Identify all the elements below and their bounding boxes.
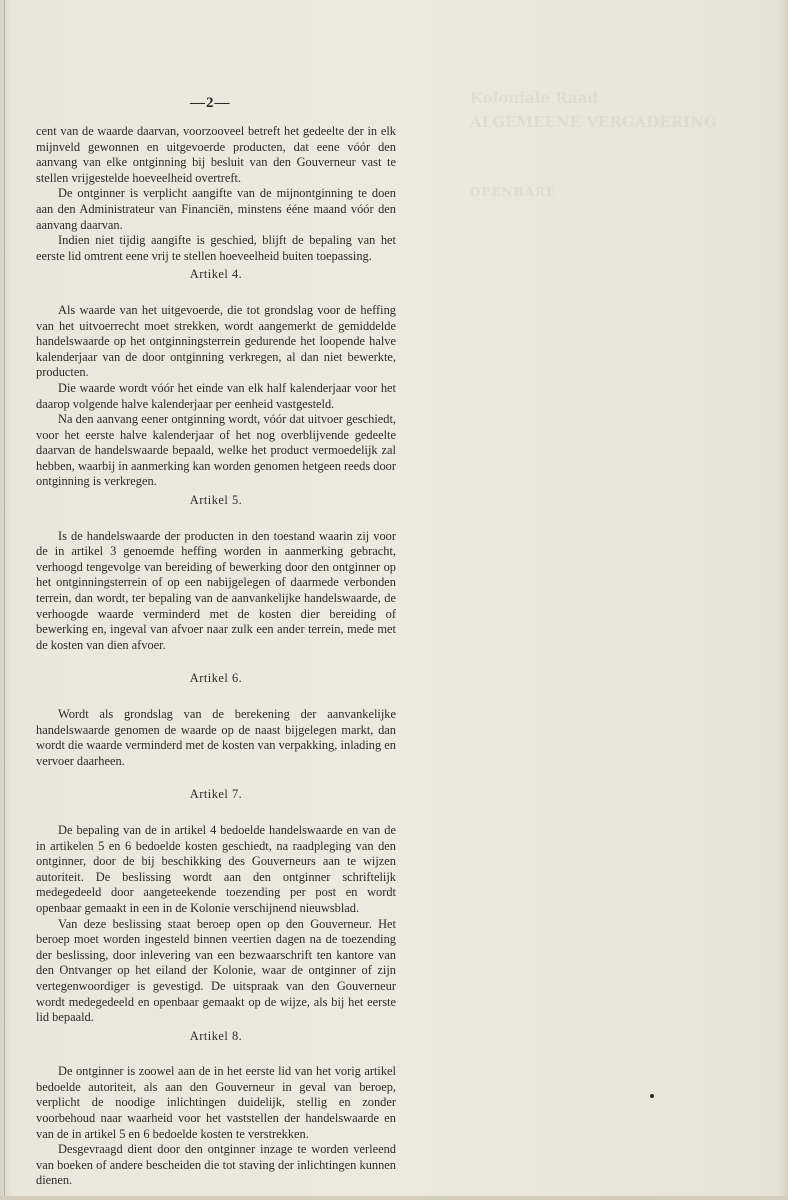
- paragraph: cent van de waarde daarvan, voorzooveel betreft het gedeelte der in elk mijnveld gewonnen en uitgevoerde producten, dat eene vóór den aanvang van elke ontginning bij besluit van den Gouverneur vast te stellen vrijgestelde hoeveelheid overtreft.: [36, 124, 396, 185]
- page-right-shadow: [778, 0, 788, 1200]
- article-heading-5: Artikel 5.: [189, 493, 243, 508]
- article-heading-7: Artikel 7.: [189, 787, 243, 802]
- paragraph: Desgevraagd dient door den ontginner inzage te worden verleend van boeken of andere bescheiden die tot staving der inlichtingen kunnen dienen.: [36, 1142, 396, 1188]
- paragraph: Als waarde van het uitgevoerde, die tot grondslag voor de heffing van het uitvoerrecht moet strekken, wordt aangemerkt de gemiddelde handelswaarde op het ontginningsterrein gedurende het loopende halve kalenderjaar van de door ontginning verkregen, al dan niet bewerkte, producten.: [36, 302, 396, 380]
- bleed-through-line-1: Koloniale Raad: [470, 89, 598, 107]
- page-left-fold-line: [4, 0, 5, 1200]
- spacer: [36, 769, 396, 784]
- paragraph: De ontginner is verplicht aangifte van de mijnontginning te doen aan den Administrateur van Financiën, minstens ééne maand vóór den aanvang daarvan.: [36, 186, 396, 232]
- paragraph: De bepaling van de in artikel 4 bedoelde handelswaarde en van de in artikelen 5 en 6 bedoelde kosten geschiedt, na raadpleging van den ontginner, door de bij beschikking des Gouverneurs aan te wijzen autoriteit. De beslissing wordt aan den ontginner schriftelijk medegedeeld door aangeteekende toezending per post en wordt openbaar gemaakt in een in de Kolonie verschijnend nieuwsblad.: [36, 822, 396, 915]
- bleed-through-text: [470, 86, 770, 204]
- bleed-through-line-3: OPENBARE: [470, 185, 557, 199]
- page-left-shadow: [0, 0, 12, 1200]
- paragraph: Indien niet tijdig aangifte is geschied, blijft de bepaling van het eerste lid omtrent eene vrij te stellen hoeveelheid buiten toepassing.: [36, 233, 396, 263]
- spacer: [36, 653, 396, 668]
- paragraph: Is de handelswaarde der producten in den toestand waarin zij voor de in artikel 3 genoemde heffing worden in aanmerking gebracht, verhoogd tengevolge van bereiding of bewerking door den ontginner op het ontginningsterrein of op een nabijgelegen of daarmede verbonden terrein, dan wordt, ter bepaling van de aanvankelijke handelswaarde, de verhoogde waarde verminderd met de kosten dier bereiding of bewerking en, ingeval van afvoer naar zulk een ander terrein, mede met de kosten van dien afvoer.: [36, 528, 396, 652]
- paragraph: Na den aanvang eener ontginning wordt, vóór dat uitvoer geschiedt, voor het eerste halve kalenderjaar of het nog overblijvende gedeelte daarvan de handelswaarde bepaald, welke het product vermoedelijk zal hebben, waarbij in aanmerking kan worden genomen hetgeen reeds door ontginning is verkregen.: [36, 412, 396, 489]
- body-text: [36, 124, 396, 1189]
- paragraph: Die waarde wordt vóór het einde van elk half kalenderjaar voor het daarop volgende halve kalenderjaar per eenheid vastgesteld.: [36, 380, 396, 411]
- paragraph: Van deze beslissing staat beroep open op den Gouverneur. Het beroep moet worden ingesteld binnen veertien dagen na de toezending der beslissing, door inlevering van een bezwaarschrift ten kantore van den Ontvanger op het eiland der Kolonie, waar de ontginner of zijn vertegenwoordiger is gevestigd. De uitspraak van den Gouverneur wordt medegedeeld en openbaar gemaakt op de wijze, als bij het eerste lid bepaald.: [36, 916, 396, 1025]
- page-number: —2—: [190, 95, 231, 111]
- paragraph: De ontginner is zoowel aan de in het eerste lid van het vorig artikel bedoelde autoriteit, als aan den Gouverneur in geval van beroep, verplicht de noodige inlichtingen duidelijk, stellig en zonder voorbehoud naar waarheid voor het vaststellen der handelswaarde en van de in artikel 5 en 6 bedoelde kosten te verstrekken.: [36, 1064, 396, 1141]
- bleed-through-line-2: ALGEMEENE VERGADERING: [470, 113, 717, 131]
- paragraph: Wordt als grondslag van de berekening der aanvankelijke handelswaarde genomen de waarde op de naast bijgelegen markt, dan wordt die waarde verminderd met de kosten van verpakking, inlading en vervoer daarheen.: [36, 707, 396, 768]
- article-heading-4: Artikel 4.: [189, 267, 243, 282]
- page-bottom-edge: [0, 1196, 788, 1200]
- ink-speck: [650, 1094, 654, 1098]
- article-heading-6: Artikel 6.: [189, 671, 243, 686]
- article-heading-8: Artikel 8.: [189, 1028, 243, 1043]
